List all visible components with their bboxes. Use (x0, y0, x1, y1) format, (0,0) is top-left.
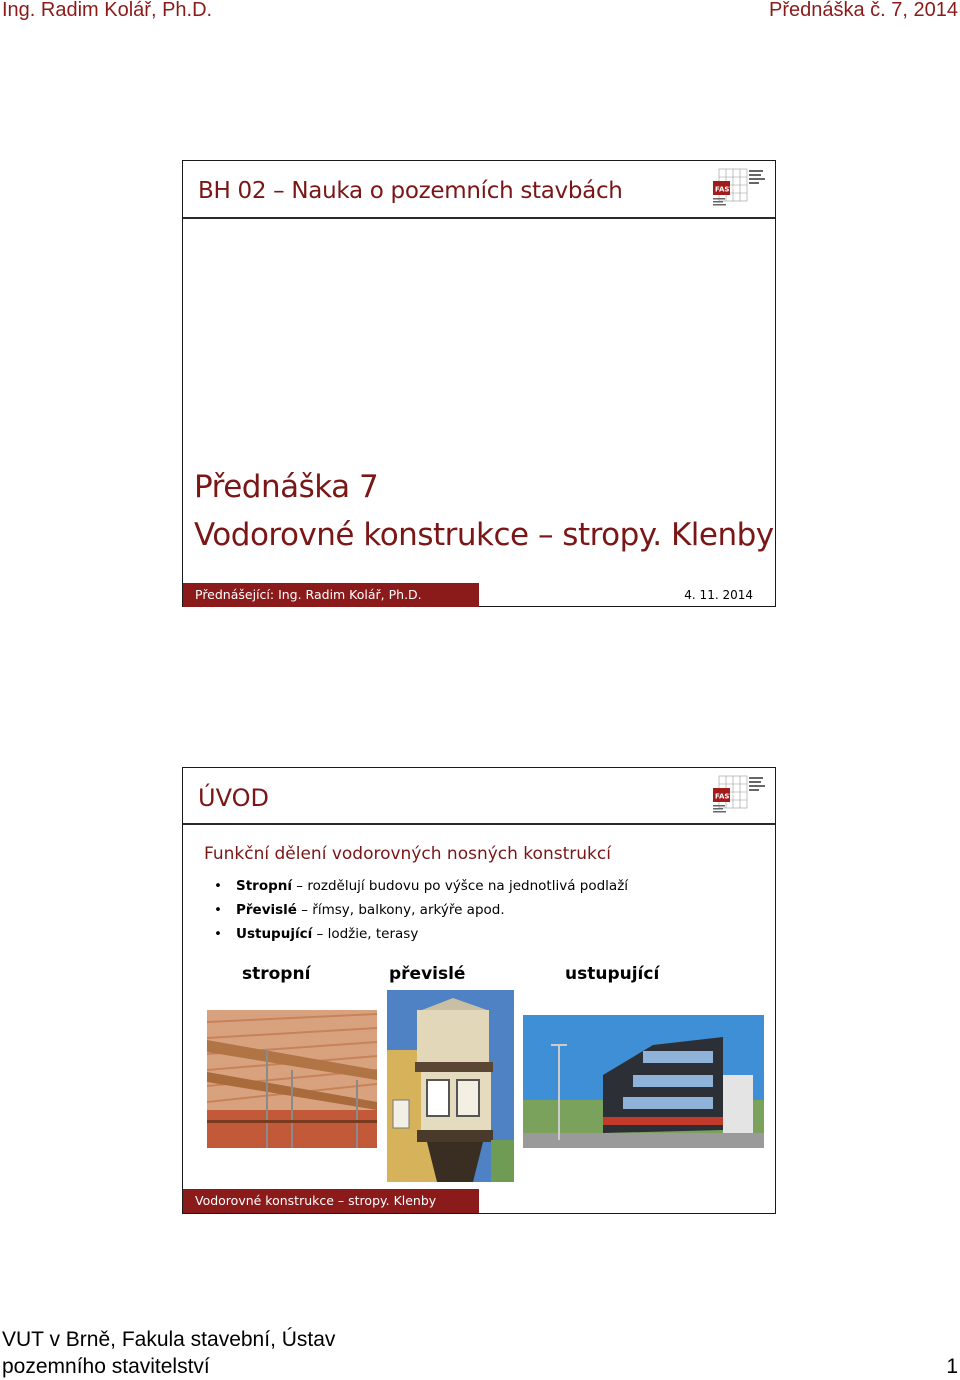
bullet-term: Stropní (236, 878, 293, 894)
slide-title-page (182, 160, 776, 607)
page-footer-institution: VUT v Brně, Fakula stavební, Ústav (2, 1328, 336, 1351)
bullet-term: Ustupující (236, 926, 313, 942)
lecture-number: Přednáška 7 (194, 469, 379, 505)
slide-intro (182, 767, 776, 1214)
lecturer-bar: Přednášející: Ing. Radim Kolář, Ph.D. (183, 583, 479, 607)
bay-window-photo (387, 990, 514, 1182)
lecture-date: 4. 11. 2014 (684, 588, 753, 602)
bullet-text: – rozdělují budovu po výšce na jednotlivá podlaží (292, 878, 629, 894)
ceiling-photo (207, 1010, 377, 1148)
svg-text:FAST: FAST (715, 792, 735, 801)
image-label-recessed: ustupující (565, 964, 660, 984)
image-label-overhang: převislé (389, 964, 466, 984)
slide-footer-bar: Vodorovné konstrukce – stropy. Klenby (183, 1189, 479, 1213)
bullet-text: – lodžie, terasy (312, 926, 419, 942)
image-label-ceiling: stropní (242, 964, 311, 984)
bullet-list (211, 874, 628, 946)
list-item (211, 922, 628, 946)
slide-title: ÚVOD (198, 784, 269, 812)
page-number: 1 (946, 1355, 958, 1378)
lecture-topic: Vodorovné konstrukce – stropy. Klenby (194, 517, 774, 553)
vut-fast-logo-icon (713, 167, 771, 211)
bullet-text: – římsy, balkony, arkýře apod. (296, 902, 505, 918)
list-item (211, 874, 628, 898)
vut-fast-logo-icon (713, 774, 771, 818)
lecture-title (194, 463, 774, 559)
header-divider (183, 217, 775, 219)
svg-text:FAST: FAST (715, 185, 735, 194)
course-title: BH 02 – Nauka o pozemních stavbách (198, 178, 623, 204)
page-header-author: Ing. Radim Kolář, Ph.D. (2, 0, 213, 21)
slide-subtitle: Funkční dělení vodorovných nosných konstrukcí (204, 844, 611, 864)
list-item (211, 898, 628, 922)
page-footer-department: pozemního stavitelství (2, 1355, 210, 1378)
header-divider (183, 823, 775, 825)
bullet-term: Převislé (236, 902, 297, 918)
recessed-building-photo (523, 1015, 764, 1148)
page-header-lecture: Přednáška č. 7, 2014 (768, 0, 958, 21)
